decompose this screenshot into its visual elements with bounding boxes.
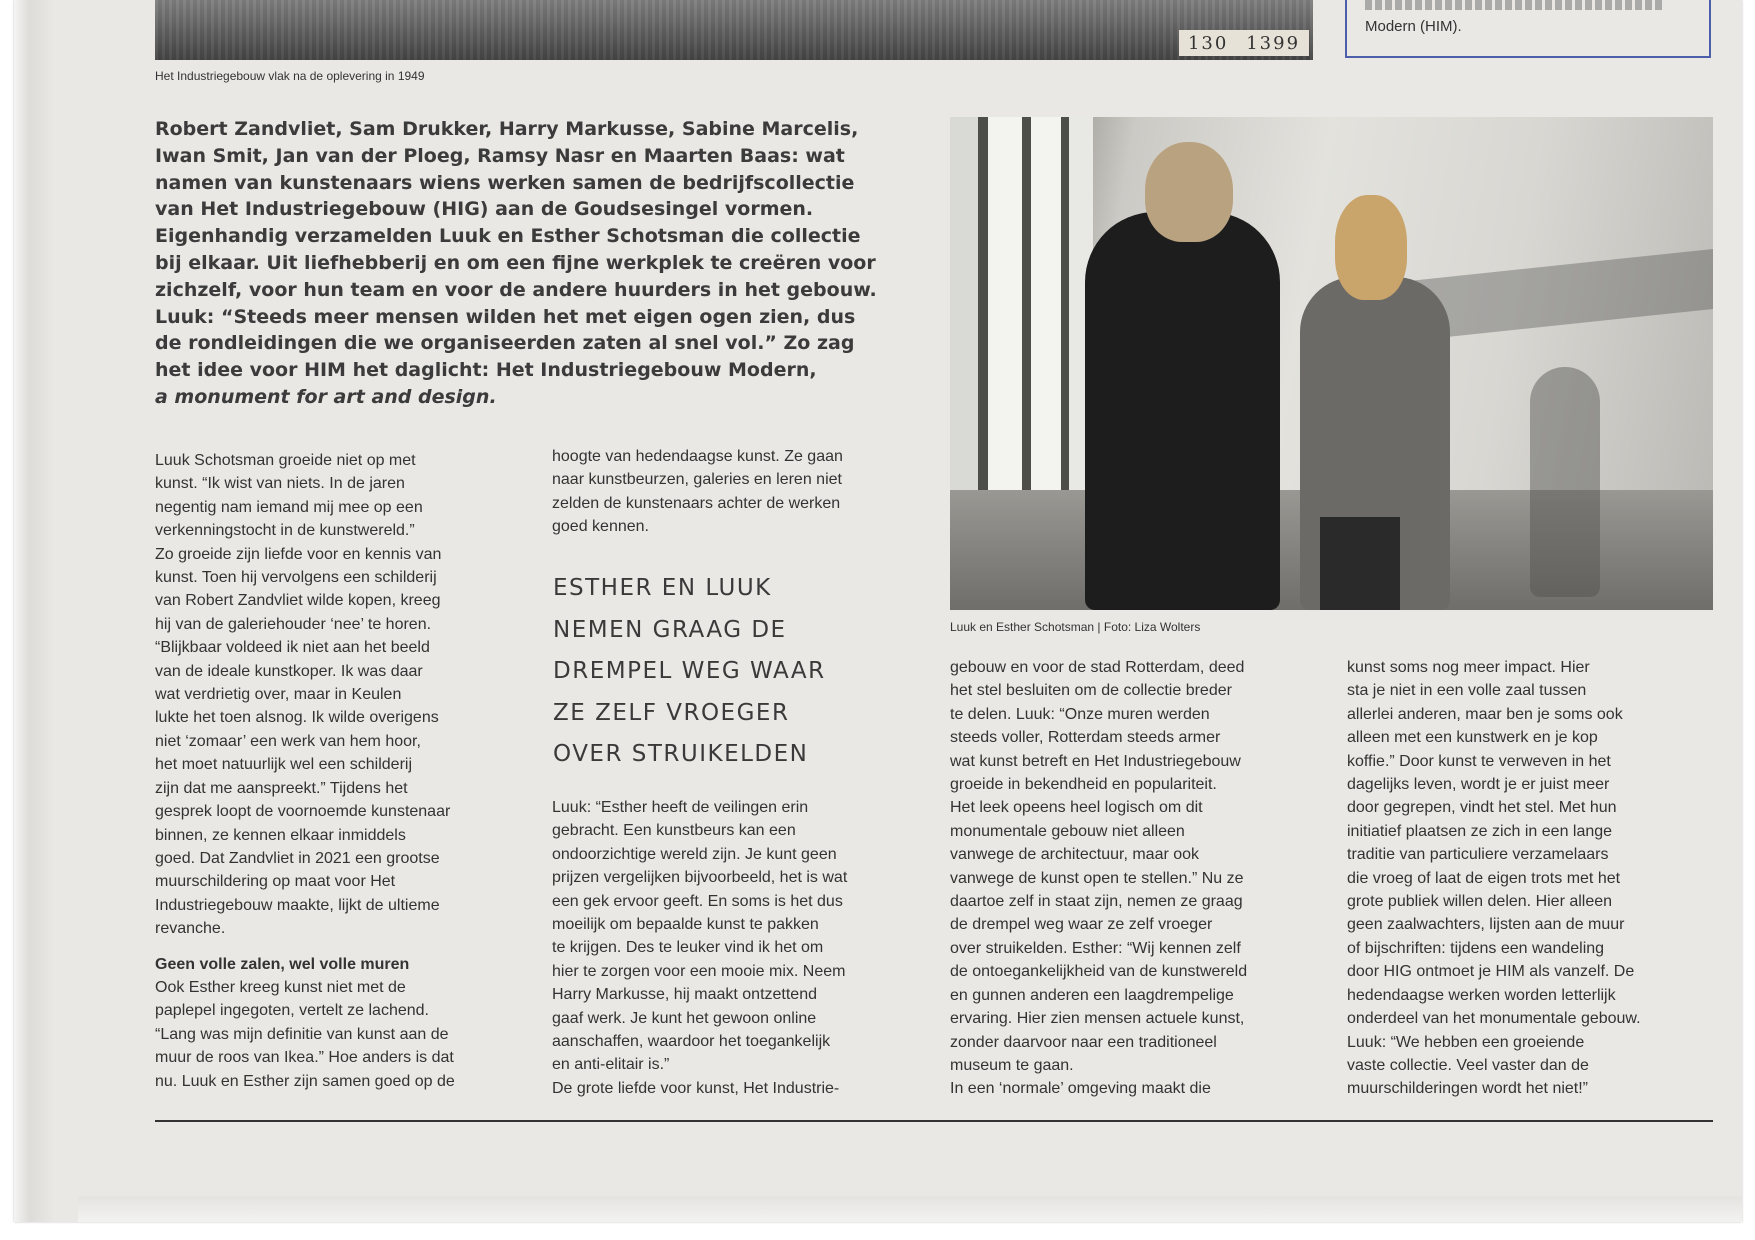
text-line: een gek ervoor geeft. En soms is het dus [552,892,843,910]
text-line: verkenningstocht in de kunstwereld.” [155,522,415,540]
top-photo-caption: Het Industriegebouw vlak na de oplevering in 1949 [155,69,425,83]
text-line: gaaf werk. Je kunt het gewoon online [552,1009,817,1027]
text-line: muur de roos van Ikea.” Hoe anders is dat [155,1049,454,1067]
text-line: zonder daarvoor naar een traditioneel [950,1033,1217,1051]
text-line: kunst. Toen hij vervolgens een schilderij [155,569,437,587]
text-line: of bijschriften: tijdens een wandeling [1347,939,1605,957]
text-line: prijzen vergelijken bijvoorbeeld, het is wat [552,869,848,887]
paragraph-gap [155,941,455,953]
text-line: Het leek opeens heel logisch om dit [950,799,1203,817]
text-line: te delen. Luuk: “Onze muren werden [950,705,1210,723]
text-line: de drempel weg waar ze zelf vroeger [950,916,1213,934]
intro-line: de rondleidingen die we organiseerden zaten al snel vol.” Zo zag [155,332,855,355]
text-line: Luuk: “We hebben een groeiende [1347,1033,1585,1051]
intro-line: bij elkaar. Uit liefhebberij en om een fijne werkplek te creëren voor [155,251,876,274]
text-line: Zo groeide zijn liefde voor en kennis van [155,545,442,563]
text-line: wat kunst betreft en Het Industriegebouw [950,752,1241,770]
article-column-4 [1347,656,1641,1101]
text-line: gebouw en voor de stad Rotterdam, deed [950,659,1245,676]
text-line: vanwege de kunst open te stellen.” Nu ze [950,869,1244,887]
intro-line: Robert Zandvliet, Sam Drukker, Harry Markusse, Sabine Marcelis, [155,118,859,140]
text-line: zelden de kunstenaars achter de werken [552,494,841,512]
text-line: hoogte van hedendaagse kunst. Ze gaan [552,448,843,465]
man-figure [1085,212,1280,610]
photo-caption: Luuk en Esther Schotsman | Foto: Liza Wolters [950,620,1201,634]
pull-quote-line: ESTHER EN LUUK [553,575,772,601]
text-line: muurschilderingen wordt het niet!” [1347,1080,1589,1098]
article-column-2-bottom [552,796,847,1100]
text-line: hedendaagse werken worden letterlijk [1347,986,1616,1004]
woman-head [1335,195,1407,300]
text-line: Ook Esther kreeg kunst niet met de [155,978,406,996]
intro-line: Eigenhandig verzamelden Luuk en Esther Schotsman die collectie [155,225,861,248]
page-fold-edge [14,0,54,1222]
text-line: over struikelden. Esther: “Wij kennen zelf [950,939,1241,957]
text-line: ervaring. Hier zien mensen actuele kunst, [950,1010,1245,1028]
photo-ruler-strip [1179,30,1309,56]
text-line: door HIG ontmoet je HIM als vanzelf. De [1347,963,1635,981]
text-line: steeds voller, Rotterdam steeds armer [950,729,1221,747]
page-bottom-edge [78,1196,1742,1222]
man-head [1145,142,1233,242]
article-column-3 [950,656,1247,1101]
text-line: gesprek loopt de voornoemde kunstenaar [155,803,451,821]
text-line: kunst. “Ik wist van niets. In de jaren [155,475,405,493]
article-column-1 [155,449,455,1093]
text-line: De grote liefde voor kunst, Het Industrie- [552,1079,840,1097]
text-line: vanwege de architectuur, maar ook [950,846,1200,864]
text-line: allerlei anderen, maar ben je soms ook [1347,705,1623,723]
text-line: muurschildering op maat voor Het [155,873,396,891]
pull-quote-line: NEMEN GRAAG DE [553,616,787,643]
text-line: monumentale gebouw niet alleen [950,822,1185,840]
text-line: traditie van particuliere verzamelaars [1347,846,1609,864]
sidebar-text: Modern (HIM). [1365,18,1462,35]
text-line: hij van de galeriehouder ‘nee’ te horen. [155,615,432,633]
text-line: revanche. [155,920,226,938]
text-line: Harry Markusse, hij maakt ontzettend [552,986,817,1004]
pull-quote-line: OVER STRUIKELDEN [553,741,809,767]
intro-line: het idee voor HIM het daglicht: Het Industriegebouw Modern, [155,359,817,382]
article-column-2-top [552,445,843,539]
text-line: sta je niet in een volle zaal tussen [1347,682,1587,700]
text-line: te krijgen. Des te leuker vind ik het om [552,939,824,957]
ruler-number-right: 1399 [1246,32,1301,54]
text-line: grote publiek willen delen. Hier alleen [1347,893,1613,911]
text-line: het moet natuurlijk wel een schilderij [155,756,413,774]
text-line: negentig nam iemand mij mee op een [155,498,423,516]
text-line: Luuk: “Esther heeft de veilingen erin [552,799,809,816]
text-line: niet ‘zomaar’ een werk van hem hoor, [155,732,421,750]
portrait-photo [950,117,1713,610]
text-line: het stel besluiten om de collectie breder [950,682,1232,700]
sidebar-box [1345,0,1711,58]
text-line: nu. Luuk en Esther zijn samen goed op de [155,1072,455,1090]
text-line: paplepel ingegoten, vertelt ze lachend. [155,1002,429,1020]
text-line: de ontoegankelijkheid van de kunstwereld [950,963,1248,981]
text-line: onderdeel van het monumentale gebouw. [1347,1010,1641,1028]
top-photo [155,0,1313,60]
text-line: “Blijkbaar voldeed ik niet aan het beeld [155,639,430,657]
text-line: en anti-elitair is.” [552,1056,670,1074]
ruler-number-left: 130 [1187,32,1229,54]
text-line: van de ideale kunstkoper. Ik was daar [155,662,423,680]
text-line: hier te zorgen voor een mooie mix. Neem [552,962,846,980]
text-line: “Lang was mijn definitie van kunst aan de [155,1025,449,1043]
intro-line: van Het Industriegebouw (HIG) aan de Goudsesingel vormen. [155,198,814,221]
text-line: door gegrepen, vindt het stel. Met hun [1347,799,1617,817]
text-line: alleen met een kunstwerk en je kop [1347,729,1598,747]
text-line: ondoorzichtige wereld zijn. Je kunt geen [552,845,837,863]
intro-paragraph [155,116,927,411]
intro-line-italic: a monument for art and design. [155,385,497,408]
pull-quote-line: ZE ZELF VROEGER [553,699,790,726]
text-line: kunst soms nog meer impact. Hier [1347,659,1590,676]
intro-line: namen van kunstenaars wiens werken samen de bedrijfscollectie [155,171,855,194]
text-line: dagelijks leven, wordt je er juist meer [1347,776,1610,794]
subheading: Geen volle zalen, wel volle muren [155,955,410,973]
text-line: goed. Dat Zandvliet in 2021 een grootse [155,849,440,867]
text-line: Industriegebouw maakte, lijkt de ultieme [155,896,440,914]
text-line: lukte het toen alsnog. Ik wilde overigens [155,709,439,727]
text-line: koffie.” Door kunst te verweven in het [1347,752,1611,770]
text-line: Luuk Schotsman groeide niet op met [155,452,416,469]
text-line: goed kennen. [552,518,649,536]
sidebar-cut-text [1365,0,1665,10]
text-line: van Robert Zandvliet wilde kopen, kreeg [155,592,441,610]
text-line: daartoe zelf in staat zijn, nemen ze graag [950,893,1243,911]
text-line: museum te gaan. [950,1056,1074,1074]
woman-legs [1320,517,1400,610]
text-line: die vroeg of laat de eigen trots met het [1347,869,1621,887]
intro-line: Iwan Smit, Jan van der Ploeg, Ramsy Nasr en Maarten Baas: wat [155,144,845,167]
text-line: gebracht. Een kunstbeurs kan een [552,822,796,840]
bottom-rule [155,1120,1713,1122]
text-line: naar kunstbeurzen, galeries en leren niet [552,471,842,489]
text-line: zijn dat me aanspreekt.” Tijdens het [155,779,408,797]
text-line: groeide in bekendheid en populariteit. [950,776,1217,794]
text-line: In een ‘normale’ omgeving maakt die [950,1080,1211,1098]
pull-quote [553,568,826,776]
text-line: geen zaalwachters, lijsten aan de muur [1347,916,1625,934]
text-line: vaste collectie. Veel vaster dan de [1347,1056,1589,1074]
text-line: wat verdrietig over, maar in Keulen [155,686,402,704]
pull-quote-line: DREMPEL WEG WAAR [553,658,826,684]
text-line: en gunnen anderen een laagdrempelige [950,986,1234,1004]
text-line: initiatief plaatsen ze zich in een lange [1347,822,1613,840]
intro-line: zichzelf, voor hun team en voor de andere huurders in het gebouw. [155,278,877,301]
intro-line: Luuk: “Steeds meer mensen wilden het met eigen ogen zien, dus [155,305,856,328]
text-line: moeilijk om bepaalde kunst te pakken [552,916,819,934]
text-line: aanschaffen, waardoor het toegankelijk [552,1033,831,1051]
text-line: binnen, ze kennen elkaar inmiddels [155,826,406,844]
wall-shadow-figure [1530,367,1600,597]
